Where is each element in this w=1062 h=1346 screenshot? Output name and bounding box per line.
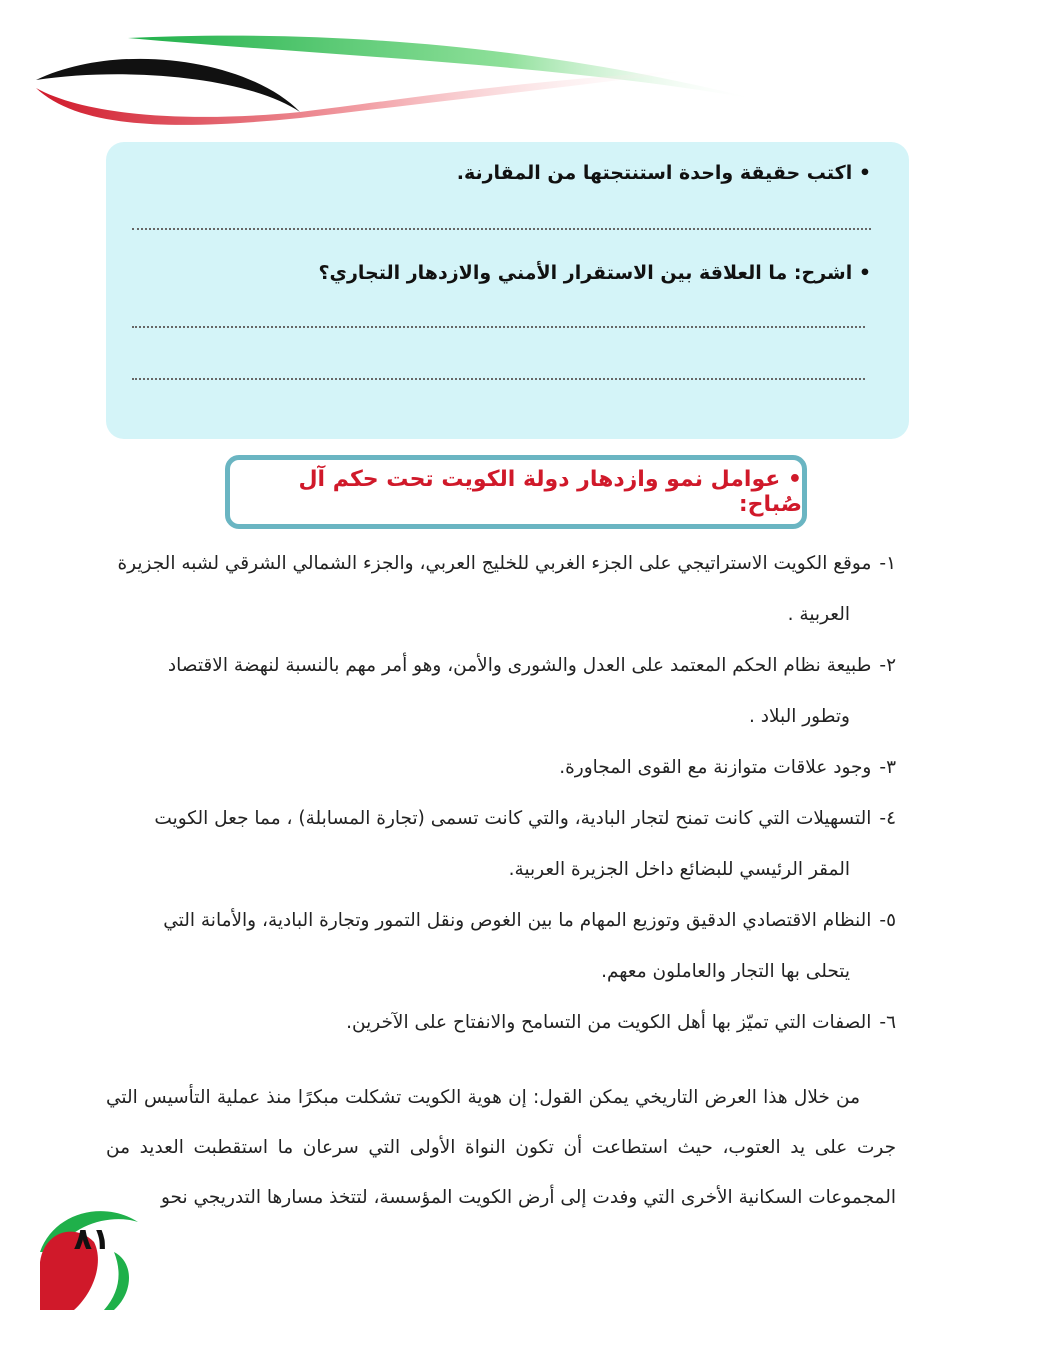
question-2: • اشرح: ما العلاقة بين الاستقرار الأمني والازدهار التجاري؟ (318, 262, 871, 284)
item-text: طبيعة نظام الحكم المعتمد على العدل والشورى والأمن، وهو أمر مهم بالنسبة لنهضة الاقتصاد (167, 655, 872, 676)
item-text-cont: العربية . (787, 604, 850, 625)
item-text-cont: يتحلى بها التجار والعاملون معهم. (601, 961, 850, 982)
answer-line-2[interactable] (132, 326, 865, 328)
section-heading-box (225, 455, 807, 529)
answer-line-1[interactable] (132, 228, 871, 230)
item-text: التسهيلات التي كانت تمنح لتجار البادية، والتي كانت تسمى (تجارة المسابلة) ، مما جعل الكويت (154, 808, 872, 829)
item-text: وجود علاقات متوازنة مع القوى المجاورة. (559, 757, 872, 778)
section-heading: • عوامل نمو وازدهار دولة الكويت تحت حكم آل صُباح: (298, 467, 802, 517)
list-item (106, 997, 896, 1048)
item-text-cont: المقر الرئيسي للبضائع داخل الجزيرة العربية. (508, 859, 850, 880)
factors-list (106, 538, 896, 1048)
conclusion-paragraph: من خلال هذا العرض التاريخي يمكن القول: إن هوية الكويت تشكلت مبكرًا منذ عملية التأسيس التي جرت على يد العتوب، حيث استطاعت أن تكون النواة الأولى التي سرعان ما استقطبت العديد من المجموعات السكانية الأخرى التي وفدت إلى أرض الكويت المؤسسة، لتتخذ مسارها التدريجي نحو (106, 1086, 896, 1208)
exercise-box (106, 142, 909, 439)
item-text: موقع الكويت الاستراتيجي على الجزء الغربي للخليج العربي، والجزء الشمالي الشرقي لشبه الجزيرة (117, 553, 872, 574)
item-number: ٤- (879, 808, 896, 829)
question-1: • اكتب حقيقة واحدة استنتجتها من المقارنة. (456, 162, 871, 184)
top-flag-ribbon (0, 0, 1062, 140)
item-number: ٢- (879, 655, 896, 676)
answer-line-3[interactable] (132, 378, 865, 380)
list-item (106, 742, 896, 793)
item-text: النظام الاقتصادي الدقيق وتوزيع المهام ما بين الغوص ونقل التمور وتجارة البادية، والأمانة التي (163, 910, 872, 931)
item-number: ١- (879, 553, 896, 574)
list-item (106, 895, 896, 997)
list-item (106, 793, 896, 895)
page-number: ٨١ (73, 1222, 111, 1257)
item-text-cont: وتطور البلاد . (748, 706, 850, 727)
item-number: ٦- (879, 1012, 896, 1033)
item-text: الصفات التي تميّز بها أهل الكويت من التسامح والانفتاح على الآخرين. (346, 1012, 872, 1033)
list-item (106, 538, 896, 640)
item-number: ٥- (879, 910, 896, 931)
item-number: ٣- (879, 757, 896, 778)
list-item (106, 640, 896, 742)
